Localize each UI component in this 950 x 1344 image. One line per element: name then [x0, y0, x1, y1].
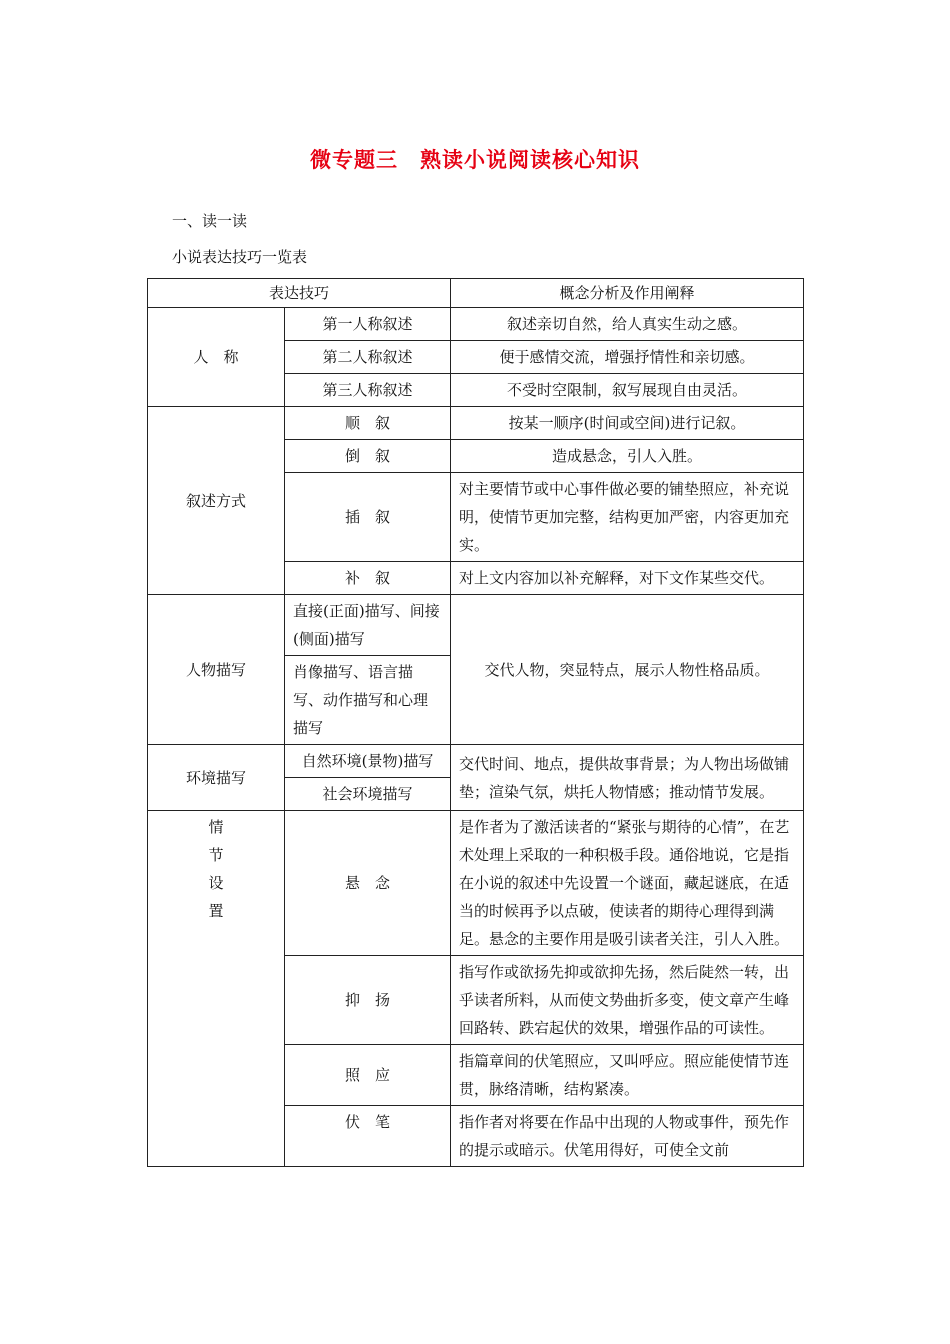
table-row — [148, 811, 804, 956]
technique-desc: 造成悬念，引人入胜。 — [451, 440, 804, 473]
technique-name: 第一人称叙述 — [285, 308, 451, 341]
table-row — [148, 595, 804, 656]
category-plot — [148, 811, 285, 1167]
category-plot-char: 设 — [208, 874, 224, 892]
technique-desc: 交代时间、地点，提供故事背景；为人物出场做铺垫；渲染气氛，烘托人物情感；推动情节发展。 — [451, 745, 804, 811]
category-plot-char: 置 — [208, 902, 224, 920]
technique-desc: 指篇章间的伏笔照应，又叫呼应。照应能使情节连贯，脉络清晰，结构紧凑。 — [451, 1045, 804, 1106]
technique-name: 肖像描写、语言描写、动作描写和心理描写 — [285, 656, 451, 745]
section-heading: 一、读一读 — [172, 212, 248, 230]
category-narration: 叙述方式 — [148, 407, 285, 595]
category-plot-char: 情 — [208, 818, 224, 836]
category-environment: 环境描写 — [148, 745, 285, 811]
technique-desc: 便于感情交流，增强抒情性和亲切感。 — [451, 341, 804, 374]
table-row — [148, 407, 804, 440]
technique-desc: 不受时空限制，叙写展现自由灵活。 — [451, 374, 804, 407]
technique-desc: 指作者对将要在作品中出现的人物或事件，预先作的提示或暗示。伏笔用得好，可使全文前 — [451, 1106, 804, 1167]
technique-desc: 按某一顺序(时间或空间)进行记叙。 — [451, 407, 804, 440]
header-technique: 表达技巧 — [148, 279, 451, 308]
page-title: 微专题三 熟读小说阅读核心知识 — [310, 147, 640, 172]
technique-name: 悬 念 — [285, 811, 451, 956]
technique-desc: 对主要情节或中心事件做必要的铺垫照应，补充说明，使情节更加完整，结构更加严密，内容更加充实。 — [451, 473, 804, 562]
technique-desc: 对上文内容加以补充解释，对下文作某些交代。 — [451, 562, 804, 595]
technique-name: 社会环境描写 — [285, 778, 451, 811]
technique-name: 照 应 — [285, 1045, 451, 1106]
technique-desc: 指写作或欲扬先抑或欲抑先扬，然后陡然一转，出乎读者所料，从而使文势曲折多变，使文章产生峰回路转、跌宕起伏的效果，增强作品的可读性。 — [451, 956, 804, 1045]
technique-desc: 叙述亲切自然，给人真实生动之感。 — [451, 308, 804, 341]
category-character: 人物描写 — [148, 595, 285, 745]
category-plot-char: 节 — [208, 846, 224, 864]
table-row — [148, 745, 804, 778]
category-person: 人 称 — [148, 308, 285, 407]
table-caption: 小说表达技巧一览表 — [172, 248, 308, 266]
technique-name: 第三人称叙述 — [285, 374, 451, 407]
technique-name: 自然环境(景物)描写 — [285, 745, 451, 778]
technique-name: 补 叙 — [285, 562, 451, 595]
techniques-table — [147, 278, 804, 1167]
technique-desc: 是作者为了激活读者的“紧张与期待的心情”，在艺术处理上采取的一种积极手段。通俗地说，它是指在小说的叙述中先设置一个谜面，藏起谜底，在适当的时候再予以点破，使读者的期待心理得到满足。悬念的主要作用是吸引读者关注，引人入胜。 — [451, 811, 804, 956]
technique-name: 抑 扬 — [285, 956, 451, 1045]
table-row — [148, 308, 804, 341]
technique-name: 倒 叙 — [285, 440, 451, 473]
table-header-row — [148, 279, 804, 308]
technique-name: 伏 笔 — [285, 1106, 451, 1167]
technique-desc: 交代人物，突显特点，展示人物性格品质。 — [451, 595, 804, 745]
technique-name: 插 叙 — [285, 473, 451, 562]
header-analysis: 概念分析及作用阐释 — [451, 279, 804, 308]
technique-name: 顺 叙 — [285, 407, 451, 440]
technique-name: 第二人称叙述 — [285, 341, 451, 374]
technique-name: 直接(正面)描写、间接(侧面)描写 — [285, 595, 451, 656]
